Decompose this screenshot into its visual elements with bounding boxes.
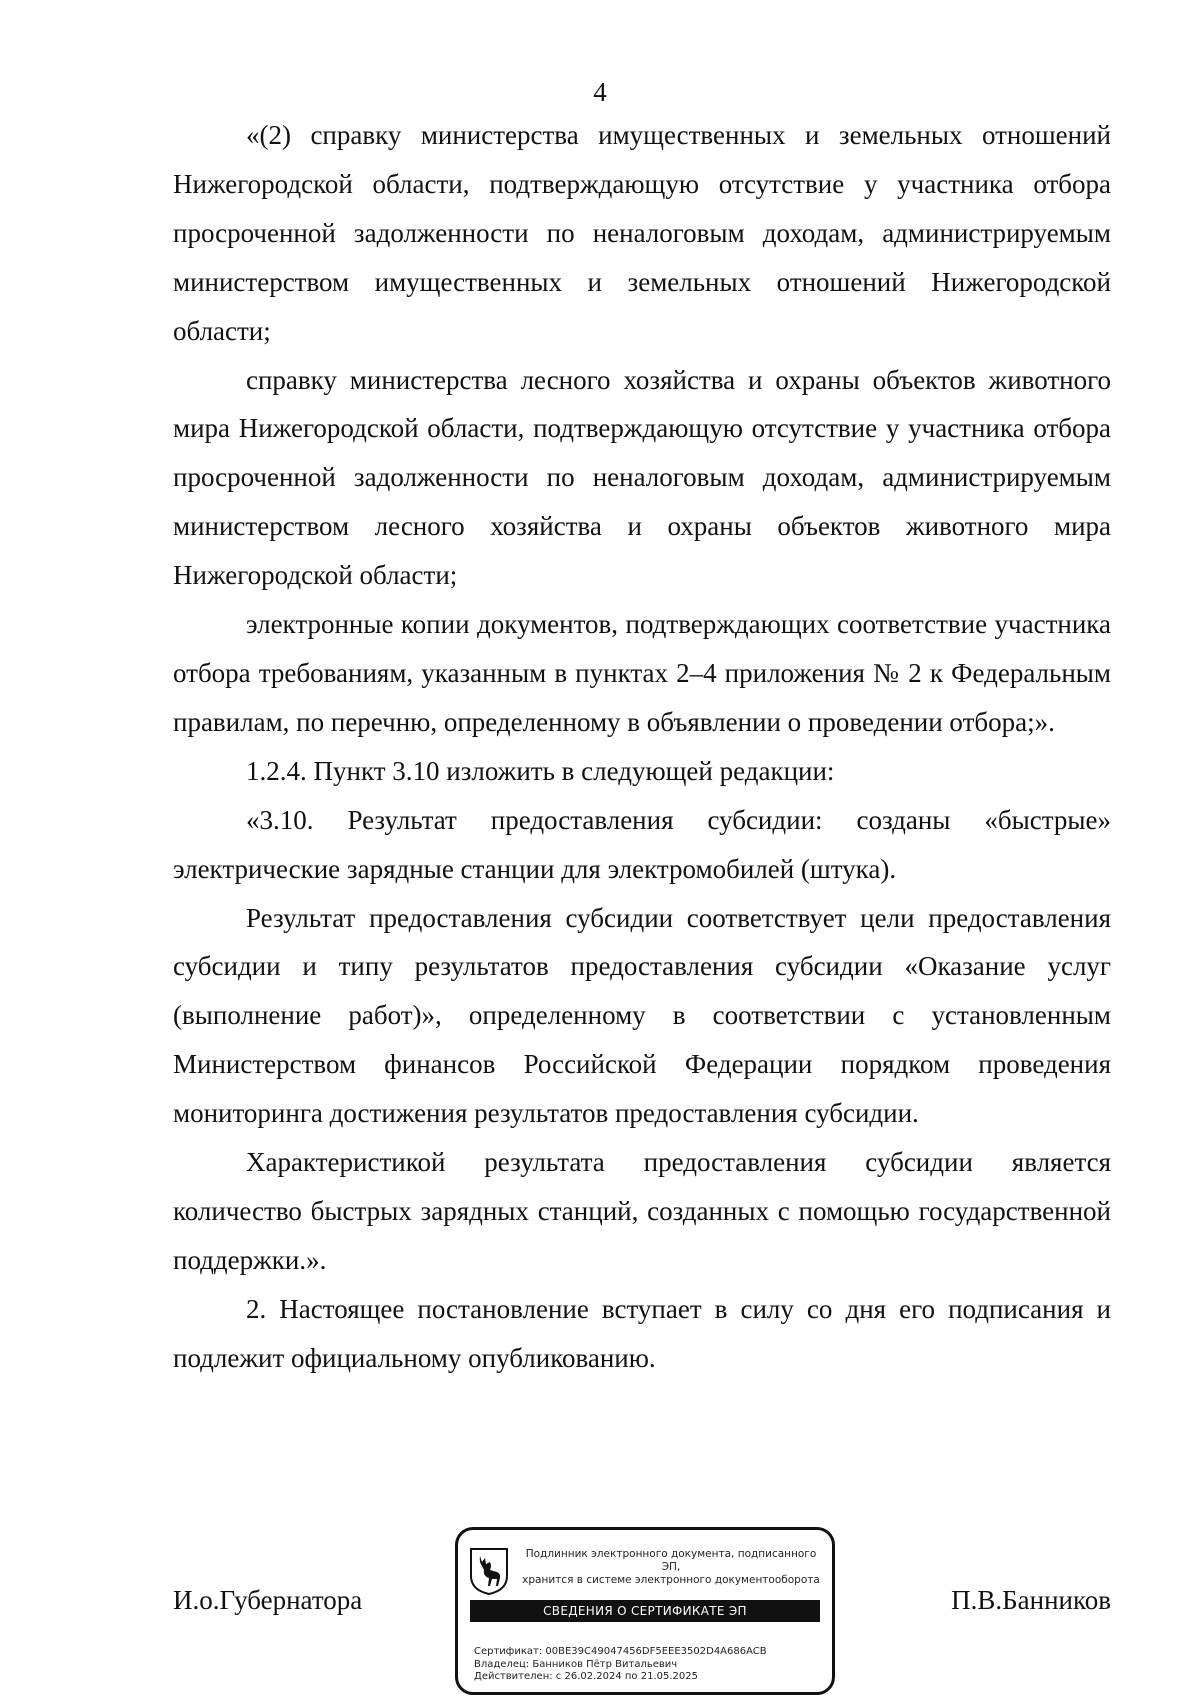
page-number: 4 xyxy=(593,77,607,107)
paragraph: Результат предоставления субсидии соответствует цели предоставления субсидии и типу результатов предоставления субсидии «Оказание услуг (выполнение работ)», определенному в соответствии с установленным Министерством финансов Российской Федерации порядком проведения мониторинга достижения результатов предоставления субсидии. xyxy=(173,902,1111,1129)
certificate-owner: Владелец: Банников Пётр Витальевич xyxy=(474,1658,678,1670)
paragraph: «3.10. Результат предоставления субсидии: созданы «быстрые» электрические зарядные станции для электромобилей (штука). xyxy=(173,804,1111,884)
certificate-validity: Действителен: с 26.02.2024 по 21.05.2025 xyxy=(474,1671,698,1682)
paragraph: 2. Настоящее постановление вступает в силу со дня его подписания и подлежит официальному опубликованию. xyxy=(173,1293,1111,1373)
paragraph: Характеристикой результата предоставления субсидии является количество быстрых зарядных станций, созданных с помощью государственной поддержки.». xyxy=(173,1147,1111,1275)
stamp-header-line: хранится в системе электронного документооборота xyxy=(522,1574,820,1586)
stamp-title-bar: СВЕДЕНИЯ О СЕРТИФИКАТЕ ЭП xyxy=(470,1600,820,1622)
deer-coat-of-arms-icon xyxy=(468,1546,510,1596)
paragraph: справку министерства лесного хозяйства и охраны объектов животного мира Нижегородской области, подтверждающую отсутствие у участника отбора просроченной задолженности по неналоговым доходам, администрируемым министерством лесного хозяйства и охраны объектов животного мира Нижегородской области; xyxy=(173,364,1111,591)
stamp-header xyxy=(518,1548,824,1587)
stamp-certificate-details xyxy=(474,1646,824,1684)
stamp-header-line: Подлинник электронного документа, подписанного ЭП, xyxy=(525,1548,817,1573)
electronic-signature-stamp xyxy=(455,1527,835,1695)
paragraph: «(2) справку министерства имущественных и земельных отношений Нижегородской области, подтверждающую отсутствие у участника отбора просроченной задолженности по неналоговым доходам, администрируемым министерством имущественных и земельных отношений Нижегородской области; xyxy=(173,120,1111,346)
signatory-name: П.В.Банников xyxy=(951,1585,1111,1615)
paragraph: 1.2.4. Пункт 3.10 изложить в следующей редакции: xyxy=(246,755,835,786)
paragraph: электронные копии документов, подтверждающих соответствие участника отбора требованиям, указанным в пунктах 2–4 приложения № 2 к Федеральным правилам, по перечню, определенному в объявлении о проведении отбора;». xyxy=(173,609,1111,737)
certificate-number: Сертификат: 00BE39C49047456DF5EEE3502D4A686ACB xyxy=(474,1646,767,1657)
document-body xyxy=(173,111,1111,1383)
signatory-position: И.о.Губернатора xyxy=(173,1585,363,1615)
